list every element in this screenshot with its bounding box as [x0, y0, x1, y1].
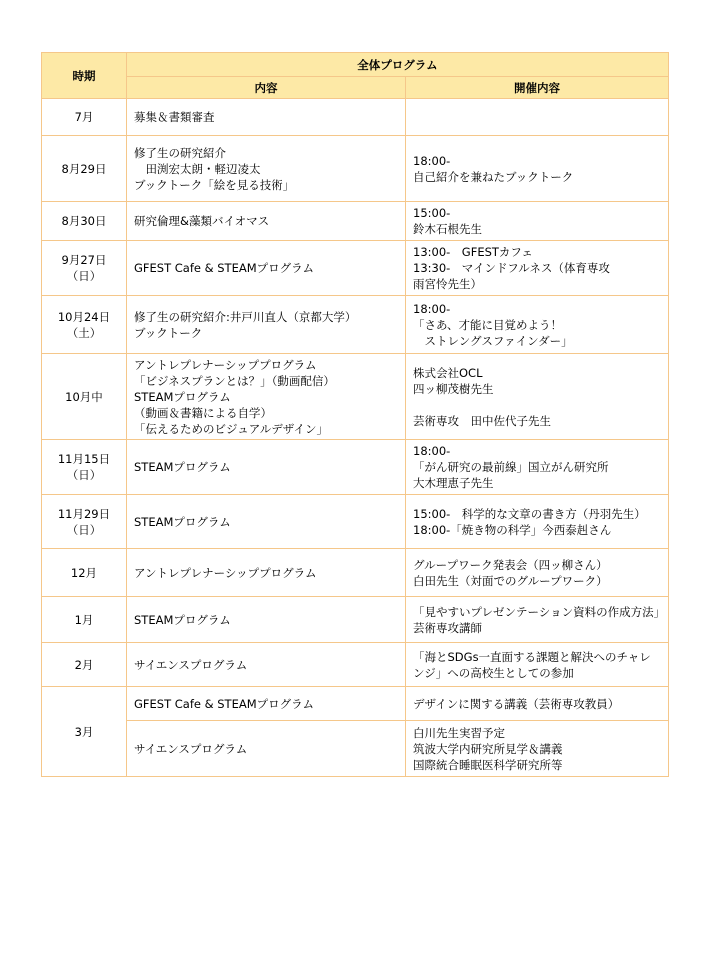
table-row [42, 721, 669, 777]
period-cell: 1月 [42, 597, 127, 643]
details-cell: 15:00- 科学的な文章の書き方（丹羽先生） 18:00-「焼き物の科学」今西泰赳さん [406, 495, 669, 549]
details-cell: グループワーク発表会（四ッ柳さん） 白田先生（対面でのグループワーク） [406, 549, 669, 597]
period-cell: 9月27日 （日） [42, 241, 127, 296]
content-cell: STEAMプログラム [127, 597, 406, 643]
period-cell: 11月29日 （日） [42, 495, 127, 549]
details-cell: 18:00- 自己紹介を兼ねたブックトーク [406, 136, 669, 202]
header-period: 時期 [42, 53, 127, 99]
content-cell: サイエンスプログラム [127, 643, 406, 687]
table-row [42, 597, 669, 643]
details-cell [406, 99, 669, 136]
table-row [42, 99, 669, 136]
table-row [42, 354, 669, 440]
period-cell: 8月30日 [42, 202, 127, 241]
period-cell: 2月 [42, 643, 127, 687]
content-cell: サイエンスプログラム [127, 721, 406, 777]
details-cell: 13:00- GFESTカフェ 13:30- マインドフルネス（体育専攻 雨宮怜先生） [406, 241, 669, 296]
period-cell: 8月29日 [42, 136, 127, 202]
content-cell: アントレプレナーシッププログラム [127, 549, 406, 597]
content-cell: 修了生の研究紹介:井戸川直人（京都大学） ブックトーク [127, 296, 406, 354]
period-cell: 7月 [42, 99, 127, 136]
content-cell: 修了生の研究紹介 田渕宏太朗・軽辺凌太 ブックトーク「絵を見る技術」 [127, 136, 406, 202]
content-cell: STEAMプログラム [127, 440, 406, 495]
header-details: 開催内容 [406, 77, 669, 99]
details-cell: 「見やすいプレゼンテーション資料の作成方法」芸術専攻講師 [406, 597, 669, 643]
details-cell: 18:00- 「がん研究の最前線」国立がん研究所 大木理恵子先生 [406, 440, 669, 495]
details-cell: 白川先生実習予定 筑波大学内研究所見学＆講義 国際統合睡眠医科学研究所等 [406, 721, 669, 777]
table-row [42, 440, 669, 495]
table-row [42, 296, 669, 354]
details-cell: 「海とSDGs一直面する課題と解決へのチャレンジ」への高校生としての参加 [406, 643, 669, 687]
table-row [42, 241, 669, 296]
program-table [41, 52, 669, 777]
period-cell: 12月 [42, 549, 127, 597]
period-cell: 10月中 [42, 354, 127, 440]
details-cell: 株式会社OCL 四ッ柳茂樹先生 芸術専攻 田中佐代子先生 [406, 354, 669, 440]
period-cell: 3月 [42, 687, 127, 777]
header-program: 全体プログラム [127, 53, 669, 77]
content-cell: 研究倫理&藻類バイオマス [127, 202, 406, 241]
details-cell: 15:00- 鈴木石根先生 [406, 202, 669, 241]
header-content: 内容 [127, 77, 406, 99]
period-cell: 11月15日 （日） [42, 440, 127, 495]
content-cell: STEAMプログラム [127, 495, 406, 549]
content-cell: GFEST Cafe & STEAMプログラム [127, 687, 406, 721]
period-cell: 10月24日 （土） [42, 296, 127, 354]
details-cell: 18:00- 「さあ、才能に目覚めよう！ ストレングスファインダー」 [406, 296, 669, 354]
table-row [42, 495, 669, 549]
content-cell: 募集＆書類審査 [127, 99, 406, 136]
table-row [42, 549, 669, 597]
content-cell: アントレプレナーシッププログラム 「ビジネスプランとは？」（動画配信） STEAMプログラム （動画＆書籍による自学） 「伝えるためのビジュアルデザイン」 [127, 354, 406, 440]
content-cell: GFEST Cafe & STEAMプログラム [127, 241, 406, 296]
details-cell: デザインに関する講義（芸術専攻教員） [406, 687, 669, 721]
table-row [42, 643, 669, 687]
table-row [42, 687, 669, 721]
table-row [42, 202, 669, 241]
table-row [42, 136, 669, 202]
